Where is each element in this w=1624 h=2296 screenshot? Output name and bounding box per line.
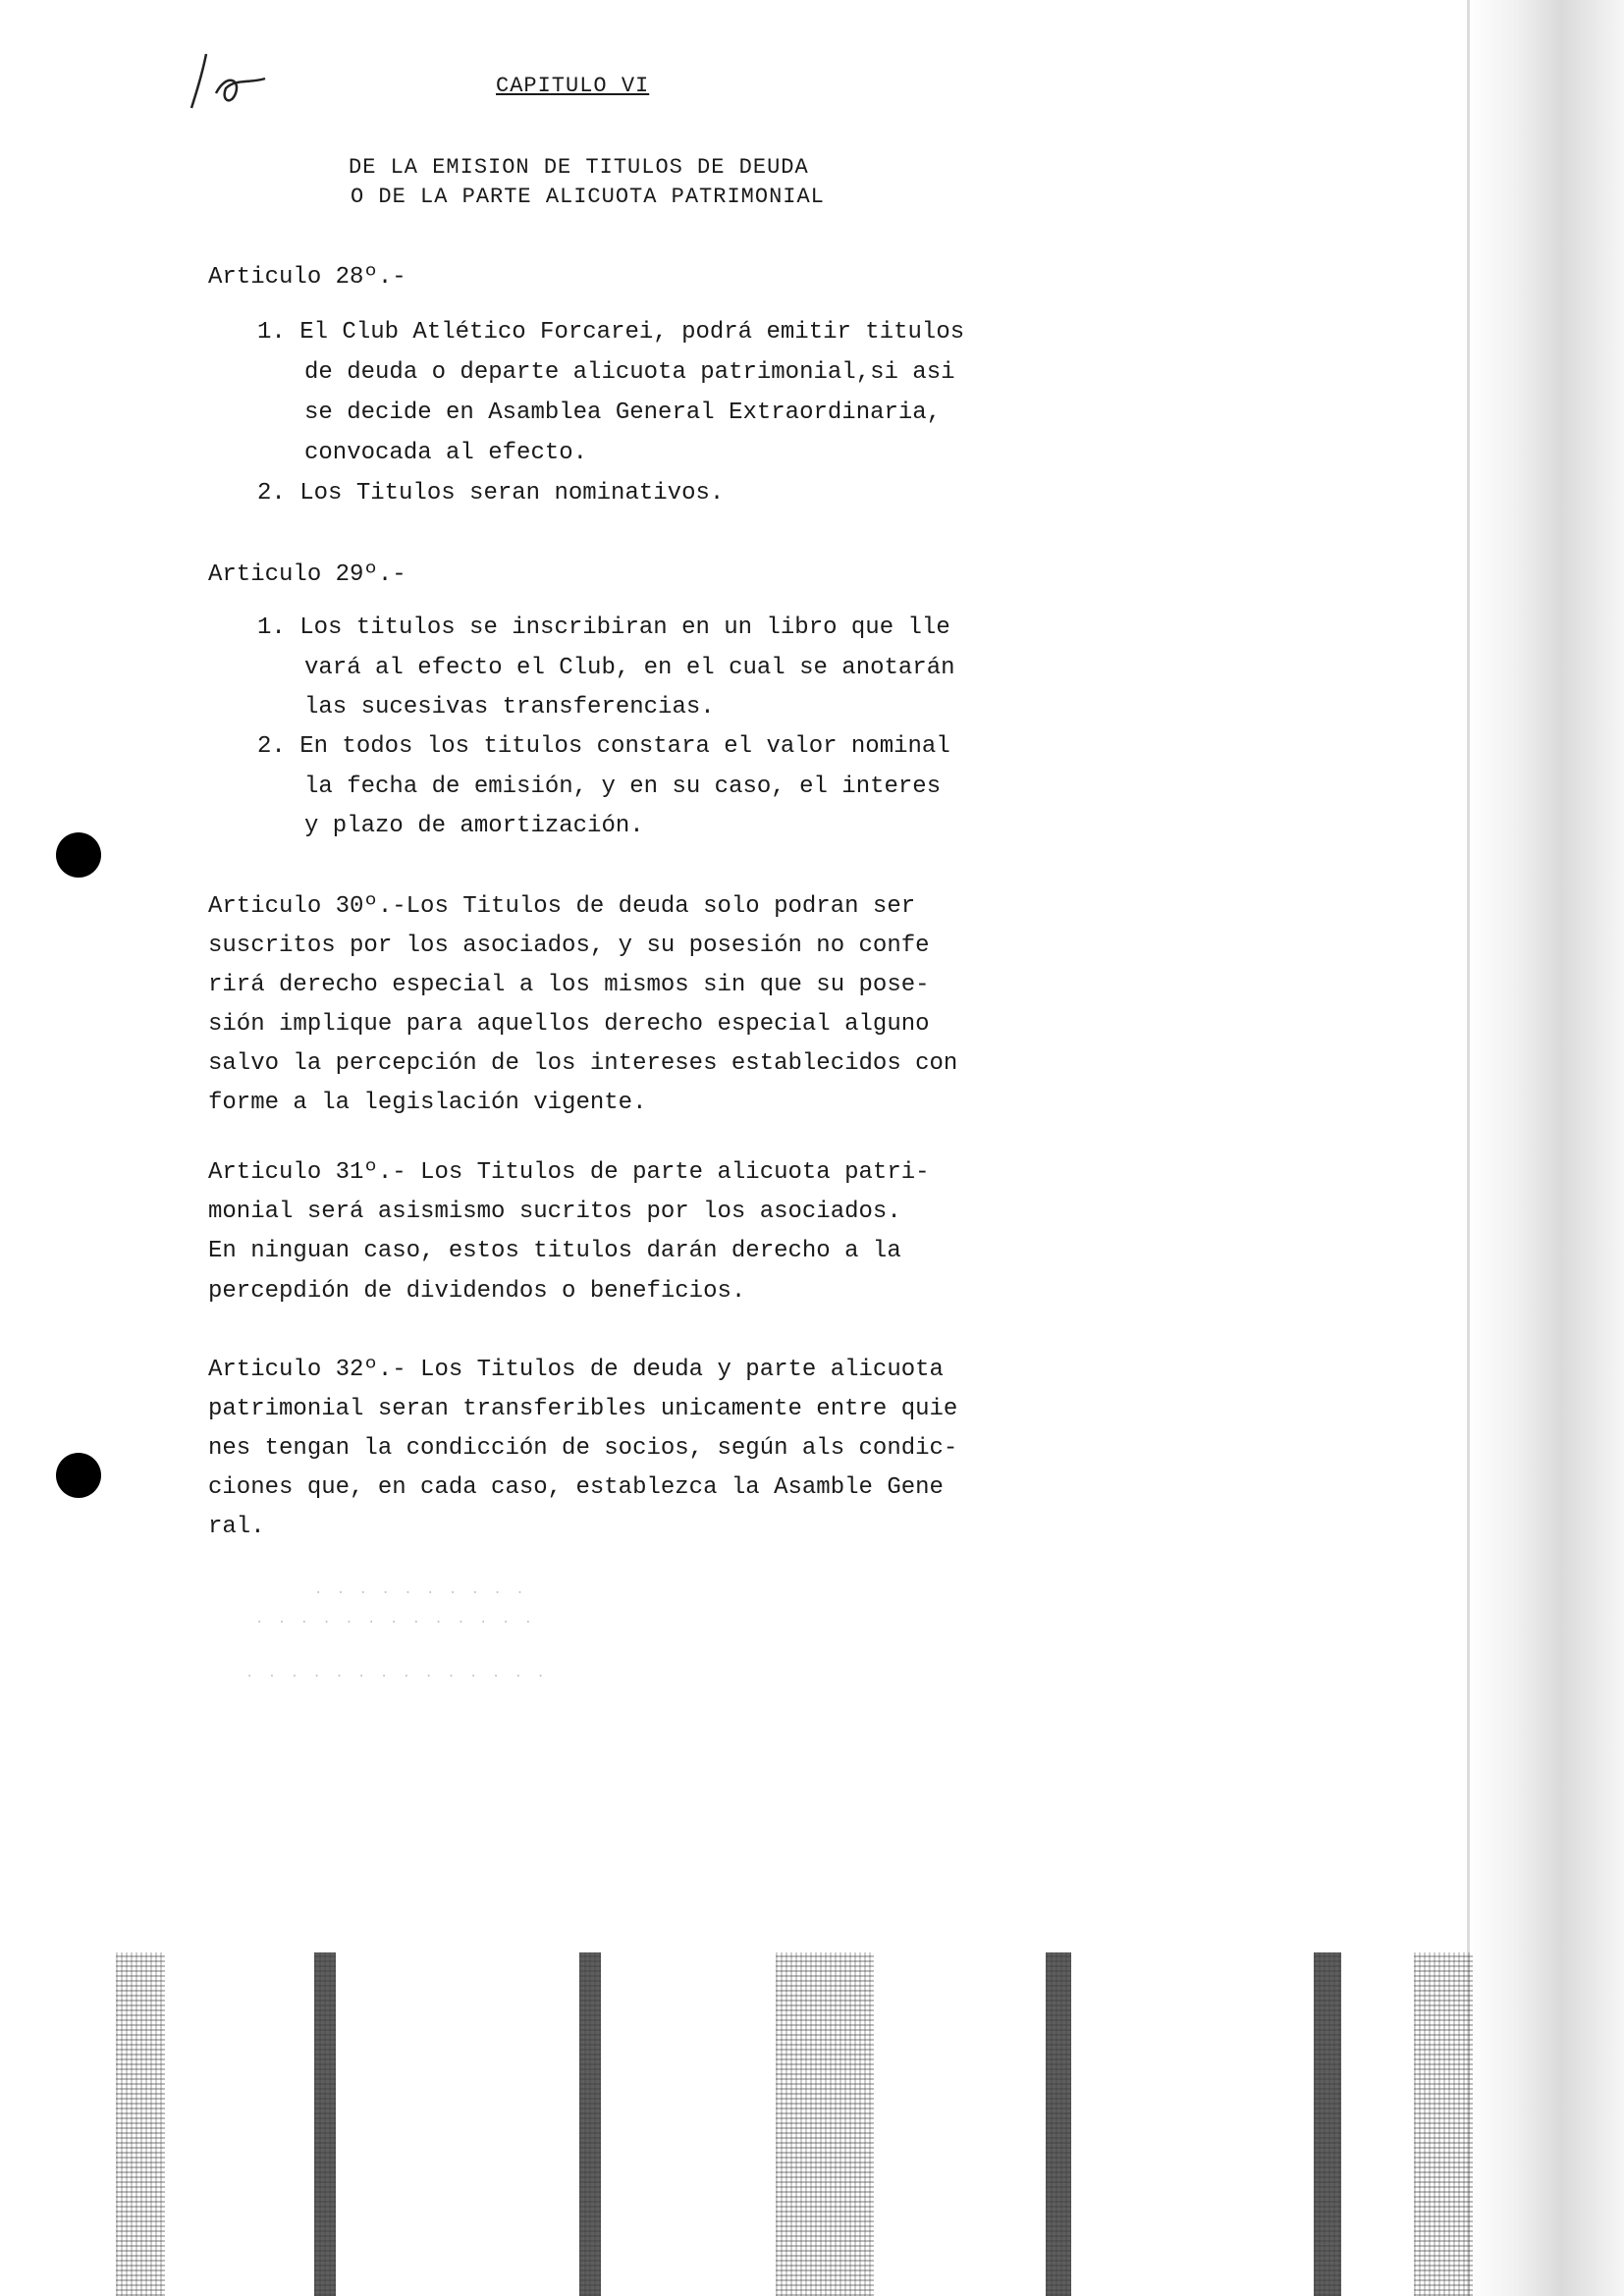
scan-strip bbox=[1046, 1952, 1071, 2296]
bleed-through-text: · · · · · · · · · · · · · bbox=[255, 1615, 536, 1630]
article-30-line: sión implique para aquellos derecho especial alguno bbox=[208, 1011, 930, 1038]
article-32-line: Articulo 32º.- Los Titulos de deuda y parte alicuota bbox=[208, 1357, 944, 1383]
article-30-line: rirá derecho especial a los mismos sin que su pose- bbox=[208, 972, 930, 998]
article-28-heading: Articulo 28º.- bbox=[208, 264, 406, 291]
punch-hole bbox=[56, 1453, 101, 1498]
article-31-line: percepdión de dividendos o beneficios. bbox=[208, 1278, 746, 1305]
article-32-line: patrimonial seran transferibles unicamente entre quie bbox=[208, 1396, 958, 1422]
article-31-line: monial será asismismo sucritos por los asociados. bbox=[208, 1199, 901, 1225]
scan-shadow-right bbox=[1467, 0, 1624, 2296]
article-31-line: En ninguan caso, estos titulos darán derecho a la bbox=[208, 1238, 901, 1264]
scan-strip bbox=[1314, 1952, 1341, 2296]
article-31-line: Articulo 31º.- Los Titulos de parte alicuota patri- bbox=[208, 1159, 930, 1186]
article-28-line: 2. Los Titulos seran nominativos. bbox=[257, 480, 725, 507]
article-29-heading: Articulo 29º.- bbox=[208, 561, 406, 588]
article-30-line: suscritos por los asociados, y su posesión no confe bbox=[208, 933, 930, 959]
article-30-line: Articulo 30º.-Los Titulos de deuda solo podran ser bbox=[208, 893, 916, 920]
scan-strip bbox=[776, 1952, 874, 2296]
article-32-line: ciones que, en cada caso, establezca la Asamble Gene bbox=[208, 1474, 944, 1501]
article-28-line: 1. El Club Atlético Forcarei, podrá emitir titulos bbox=[257, 319, 965, 346]
article-29-line: 1. Los titulos se inscribiran en un libro que lle bbox=[257, 614, 950, 641]
title-line: DE LA EMISION DE TITULOS DE DEUDA bbox=[349, 155, 809, 180]
article-30-line: forme a la legislación vigente. bbox=[208, 1090, 647, 1116]
scan-strip bbox=[116, 1952, 165, 2296]
title-line: O DE LA PARTE ALICUOTA PATRIMONIAL bbox=[351, 185, 825, 209]
scan-strip bbox=[1414, 1952, 1473, 2296]
article-32-line: ral. bbox=[208, 1514, 265, 1540]
punch-hole bbox=[56, 832, 101, 878]
bleed-through-text: · · · · · · · · · · · · · · bbox=[245, 1669, 548, 1684]
article-32-line: nes tengan la condicción de socios, según als condic- bbox=[208, 1435, 958, 1462]
article-30-line: salvo la percepción de los intereses establecidos con bbox=[208, 1050, 958, 1077]
article-28-line: convocada al efecto. bbox=[304, 440, 588, 466]
bleed-through-text: · · · · · · · · · · bbox=[314, 1585, 527, 1601]
scan-strip bbox=[314, 1952, 336, 2296]
article-29-line: las sucesivas transferencias. bbox=[304, 694, 715, 721]
article-28-line: de deuda o departe alicuota patrimonial,si asi bbox=[304, 359, 955, 386]
article-29-line: la fecha de emisión, y en su caso, el interes bbox=[304, 774, 942, 800]
article-29-line: vará al efecto el Club, en el cual se anotarán bbox=[304, 655, 955, 681]
scan-strip bbox=[579, 1952, 601, 2296]
article-29-line: y plazo de amortización. bbox=[304, 813, 644, 839]
article-28-line: se decide en Asamblea General Extraordinaria, bbox=[304, 400, 942, 426]
handwritten-page-mark bbox=[187, 39, 275, 118]
chapter-heading: CAPITULO VI bbox=[496, 74, 650, 98]
article-29-line: 2. En todos los titulos constara el valor nominal bbox=[257, 733, 950, 760]
